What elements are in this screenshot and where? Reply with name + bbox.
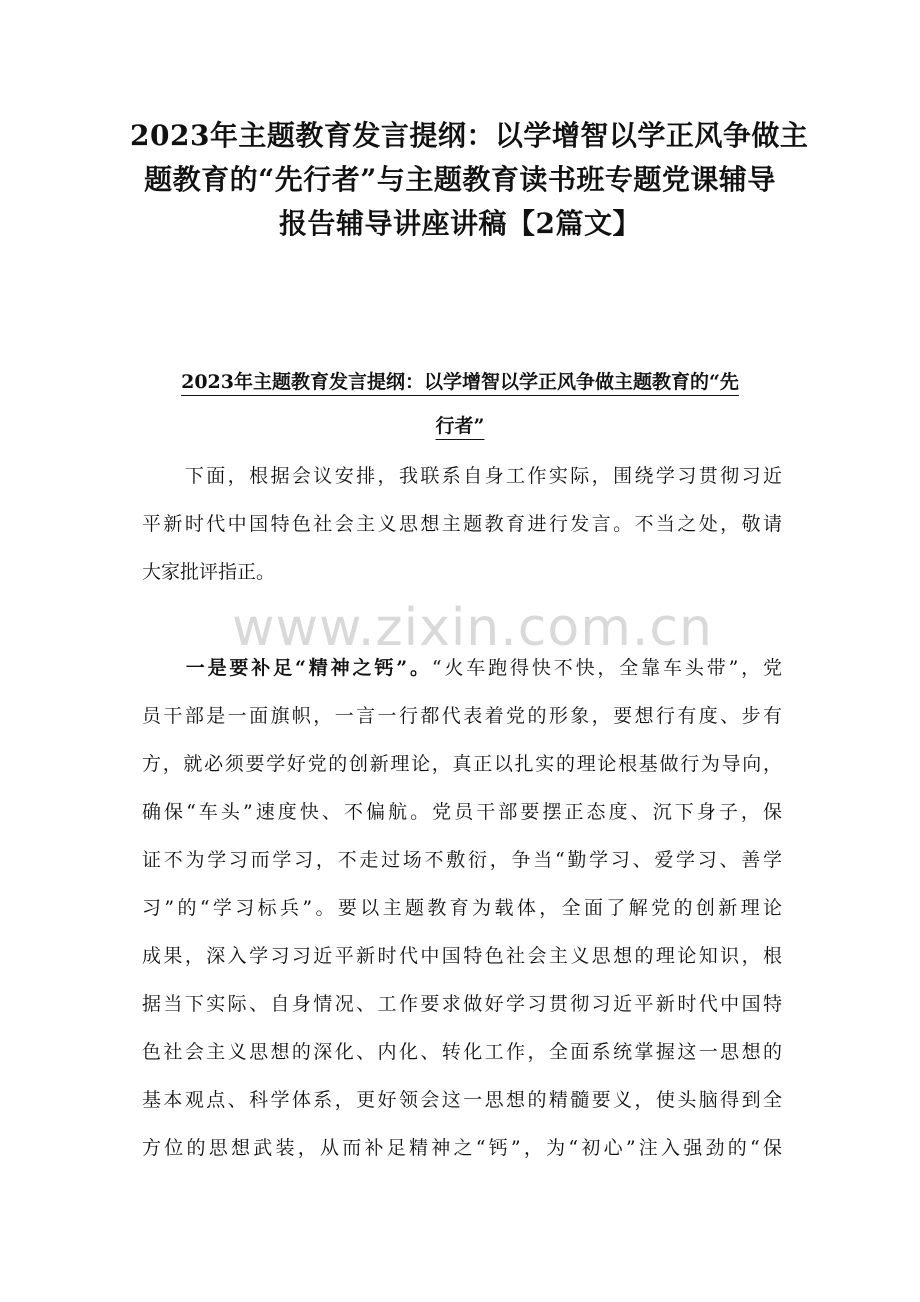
section-heading-line xyxy=(130,360,790,404)
body-paragraph xyxy=(142,644,782,1172)
paragraph-line: 员干部是一面旗帜，一言一行都代表着党的形象，要想行有度、步有 xyxy=(142,705,782,727)
paragraph-line: 证不为学习而学习，不走过场不敷衍，争当“勤学习、爱学习、善学 xyxy=(142,849,782,871)
paragraph-text: “火车跑得快不快，全靠车头带”，党 xyxy=(431,657,782,679)
paragraph-line: 平新时代中国特色社会主义思想主题教育进行发言。不当之处，敬请 xyxy=(142,513,782,535)
section-heading-line xyxy=(130,404,790,448)
title-line: 报告辅导讲座讲稿【2篇文】 xyxy=(279,207,641,240)
paragraph-lead: 一是要补足“精神之钙”。 xyxy=(142,657,432,679)
section-heading-text: 2023年主题教育发言提纲：以学增智以学正风争做主题教育的“先 xyxy=(181,371,739,393)
section-heading xyxy=(130,360,790,448)
paragraph-line: 方，就必须要学好党的创新理论，真正以扎实的理论根基做行为导向， xyxy=(142,753,782,775)
paragraph-line xyxy=(142,644,782,692)
intro-paragraph xyxy=(142,452,782,596)
paragraph-line: 方位的思想武装，从而补足精神之“钙”，为“初心”注入强劲的“保 xyxy=(142,1137,782,1159)
paragraph-line: 据当下实际、自身情况、工作要求做好学习贯彻习近平新时代中国特 xyxy=(142,993,782,1015)
paragraph-line: 习”的“学习标兵”。要以主题教育为载体，全面了解党的创新理论 xyxy=(142,897,782,919)
paragraph-line: 基本观点、科学体系，更好领会这一思想的精髓要义，使头脑得到全 xyxy=(142,1089,782,1111)
paragraph-line: 成果，深入学习习近平新时代中国特色社会主义思想的理论知识，根 xyxy=(142,945,782,967)
title-line: 题教育的“先行者”与主题教育读书班专题党课辅导 xyxy=(144,163,776,196)
section-heading-text: 行者” xyxy=(435,415,485,437)
watermark: www.zixin.com.cn xyxy=(232,598,713,658)
paragraph-line: 色社会主义思想的深化、内化、转化工作，全面系统掌握这一思想的 xyxy=(142,1041,782,1063)
paragraph-line: 确保“车头”速度快、不偏航。党员干部要摆正态度、沉下身子，保 xyxy=(142,801,782,823)
title-line: 2023年主题教育发言提纲：以学增智以学正风争做主 xyxy=(130,119,809,152)
paragraph-line: 大家批评指正。 xyxy=(142,561,276,583)
paragraph-line: 下面，根据会议安排，我联系自身工作实际，围绕学习贯彻习近 xyxy=(142,465,782,487)
document-title xyxy=(130,114,809,246)
